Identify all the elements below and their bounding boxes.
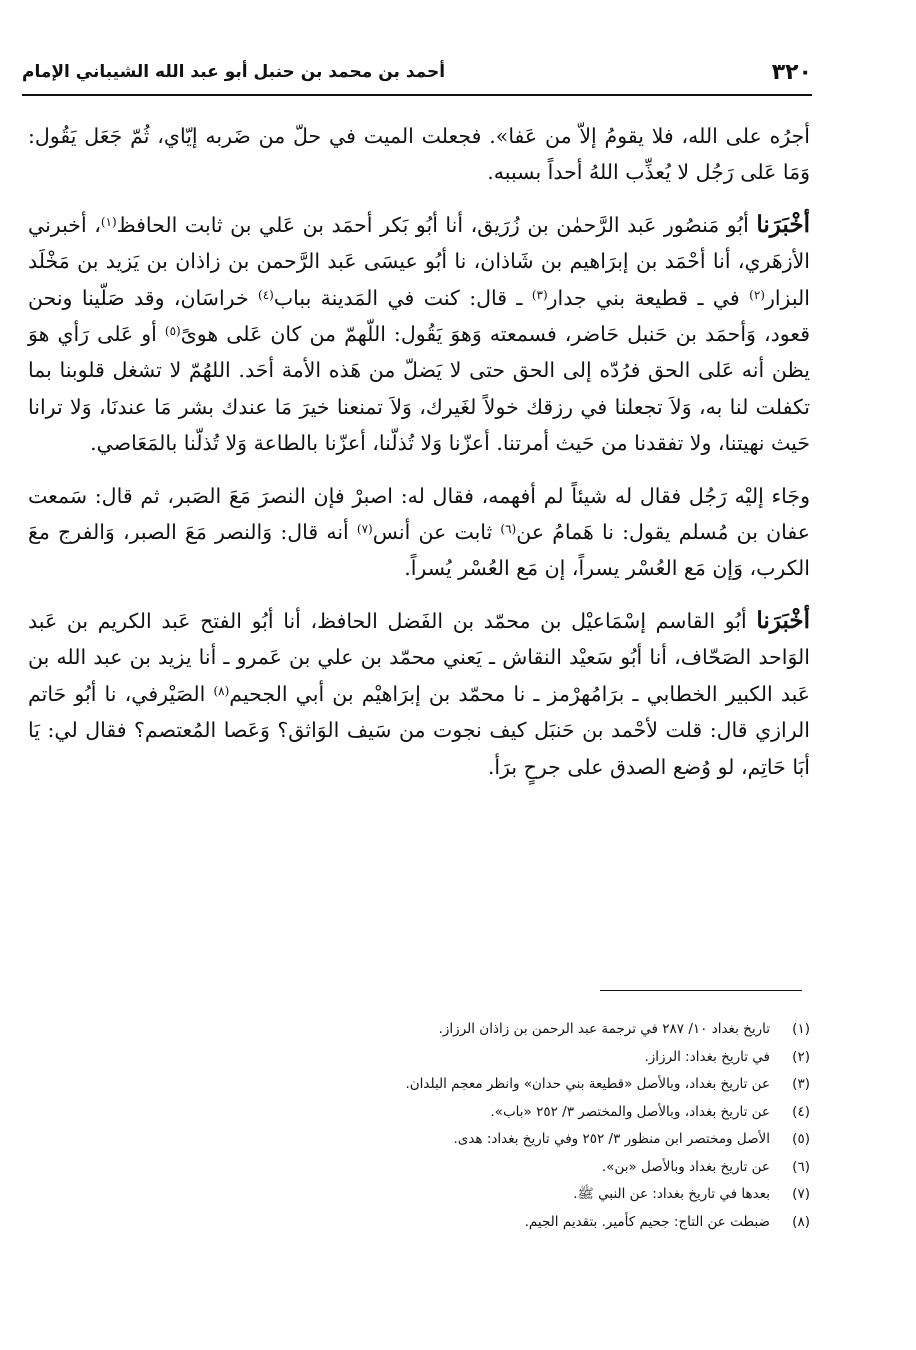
footnote-ref[interactable]: (٤) bbox=[258, 287, 274, 302]
text-run: أو عَلى رَأي هوَ يظن أنه عَلى الحق فرُدّه إلى الحق حتى لا يَضلّ من هَذه الأمة أحَد. اللهُمّ لا تشغل قلوبنا بما تكفلت لنا به، وَلاَ تجعلنا في رزقك خولاً لغَيرك، وَلاَ تمنعنا خيرَ مَا عندك بشر مَا عندنَا، وَلا ترانا حَيث نهيتنا، ولا تفقدنا من حَيث أمرتنا. أعزّنا وَلا تُذلّنا، أعزّنا بالطاعة وَلا تُذلّنا بالمَعَاصي. bbox=[28, 322, 810, 456]
text-run: ثابت عن أنس bbox=[372, 520, 501, 545]
footnote-number: (٥) bbox=[792, 1131, 810, 1147]
footnote-separator bbox=[600, 990, 802, 991]
footnote bbox=[110, 1099, 810, 1127]
isnad-lead: أخْبَرَنا bbox=[756, 606, 810, 634]
footnote-ref[interactable]: (٢) bbox=[749, 287, 765, 302]
footnote-ref[interactable]: (٦) bbox=[500, 522, 517, 537]
footnote-text: في تاريخ بغداد: الرزاز. bbox=[644, 1048, 770, 1065]
footnote bbox=[110, 1154, 810, 1182]
text-run: الصَيْرفي، نا أبُو حَاتم الرازي قال: قلت لأحْمد بن حَنبَل كيف نجوت من سَيف الوَاثق؟ وَعَصا المُعتصم؟ فقال لي: يَا أبَا حَاتِم، لو وُضع الصدق على جرحٍ برَأ. bbox=[28, 681, 810, 779]
footnote-number: (٤) bbox=[792, 1103, 810, 1120]
footnote-ref[interactable]: (٥) bbox=[164, 324, 181, 339]
footnote-ref[interactable]: (١) bbox=[100, 214, 117, 229]
text-run: في ـ قطيعة بني جدار bbox=[547, 285, 750, 310]
paragraph-3 bbox=[28, 478, 810, 587]
text-run: أبُو مَنصُور عَبد الرَّحمٰن بن زُرَيق، أنا أبُو بَكر أحمَد بن عَلي بن ثابت الحافظ bbox=[116, 212, 757, 237]
footnote-text: ضبطت عن التاج: جحيم كأمير. بتقديم الجيم. bbox=[524, 1213, 770, 1230]
footnote-ref[interactable]: (٧) bbox=[356, 522, 373, 537]
footnote bbox=[110, 1044, 810, 1072]
footnotes bbox=[110, 1016, 810, 1236]
footnote-text: عن تاريخ بغداد، وبالأصل والمختصر ٣/ ٢٥٢ «باب». bbox=[490, 1103, 770, 1120]
page-header bbox=[22, 58, 812, 96]
footnote-number: (٣) bbox=[792, 1076, 810, 1092]
page-number: ٣٢٠ bbox=[771, 60, 812, 85]
footnote-text: عن تاريخ بغداد، وبالأصل «قطيعة بني حدان» وانظر معجم البلدان. bbox=[405, 1076, 770, 1092]
text-run: ـ قال: كنت في المَدينة بباب bbox=[273, 285, 532, 310]
footnote bbox=[110, 1181, 810, 1209]
footnote-text: عن تاريخ بغداد وبالأصل «بن». bbox=[601, 1158, 770, 1175]
footnote-number: (٢) bbox=[792, 1048, 810, 1065]
footnote bbox=[110, 1209, 810, 1237]
footnote-number: (٦) bbox=[792, 1158, 810, 1175]
text-run: خراسَان، وقد صَلّينا ونحن قعود، وَأحمَد بن حَنبل حَاضر، فسمعته وَهوَ يَقُول: اللّهمّ من كان عَلى هوىً bbox=[28, 285, 810, 347]
isnad-lead: أخْبَرَنا bbox=[756, 210, 810, 238]
paragraph-2 bbox=[28, 207, 810, 462]
footnote-text: الأصل ومختصر ابن منظور ٣/ ٢٥٢ وفي تاريخ بغداد: هدى. bbox=[453, 1131, 770, 1147]
paragraph-1: أجرُه على الله، فلا يقومُ إلاّ من عَفا». فجعلت الميت في حلّ من ضَربه إيّاي، ثُمّ جَعَل يَقُول: وَمَا عَلى رَجُل لا يُعذِّب اللهُ أحداً بسببه. bbox=[28, 124, 810, 185]
text-run: أبُو القاسم إسْمَاعيْل بن محمّد بن الفَضل الحافظ، أنا أبُو الفتح عَبد الكريم بن عَبد الوَاحد الصَحّاف، أنا أبُو سَعيْد النقاش ـ يَعني محمّد بن علي بن عَمرو ـ أنا يزيد بن عبد الله بن عَبد الكبير الخطابي ـ برَامُهرْمز ـ نا محمّد بن إبرَاهيْم بن أبي الجحيم bbox=[28, 608, 810, 706]
text-run: ، أخبرني الأزهَري، أنا أحْمَد بن إبرَاهيم بن شَاذان، نا أبُو عيسَى عَبد الرَّحمن بن زاذان بن يَزيد بن مَخْلَد البزار bbox=[28, 212, 810, 310]
footnote bbox=[110, 1071, 810, 1099]
footnote bbox=[110, 1126, 810, 1154]
footnote-number: (٧) bbox=[792, 1186, 810, 1202]
paragraph-4 bbox=[28, 603, 810, 785]
footnote-text: تاريخ بغداد ١٠/ ٢٨٧ في ترجمة عبد الرحمن بن زاذان الرزاز. bbox=[438, 1021, 770, 1037]
text-run: وجَاء إليْه رَجُل فقال له شيئاً لم أفهمه، فقال له: اصبرْ فإن النصرَ مَعَ الصَبر، ثم قال: سَمعت عفان بن مُسلم يقول: نا هَمامُ عن bbox=[28, 483, 811, 545]
main-text bbox=[28, 118, 810, 801]
footnote-text: بعدها في تاريخ بغداد: عن النبي ﷺ. bbox=[573, 1186, 770, 1202]
footnote-number: (٨) bbox=[792, 1213, 810, 1230]
footnote bbox=[110, 1016, 810, 1044]
footnote-ref[interactable]: (٣) bbox=[531, 287, 548, 302]
footnote-ref[interactable]: (٨) bbox=[213, 683, 230, 698]
text-run: أنه قال: وَالنصر مَعَ الصبر، وَالفرج معَ الكرب، وَإن مَع العُسْر يسراً، إن مَع العُسْر يُسراً. bbox=[28, 520, 810, 581]
footnote-number: (١) bbox=[792, 1021, 810, 1037]
running-title: أحمد بن محمد بن حنبل أبو عبد الله الشيباني الإمام bbox=[22, 62, 446, 82]
